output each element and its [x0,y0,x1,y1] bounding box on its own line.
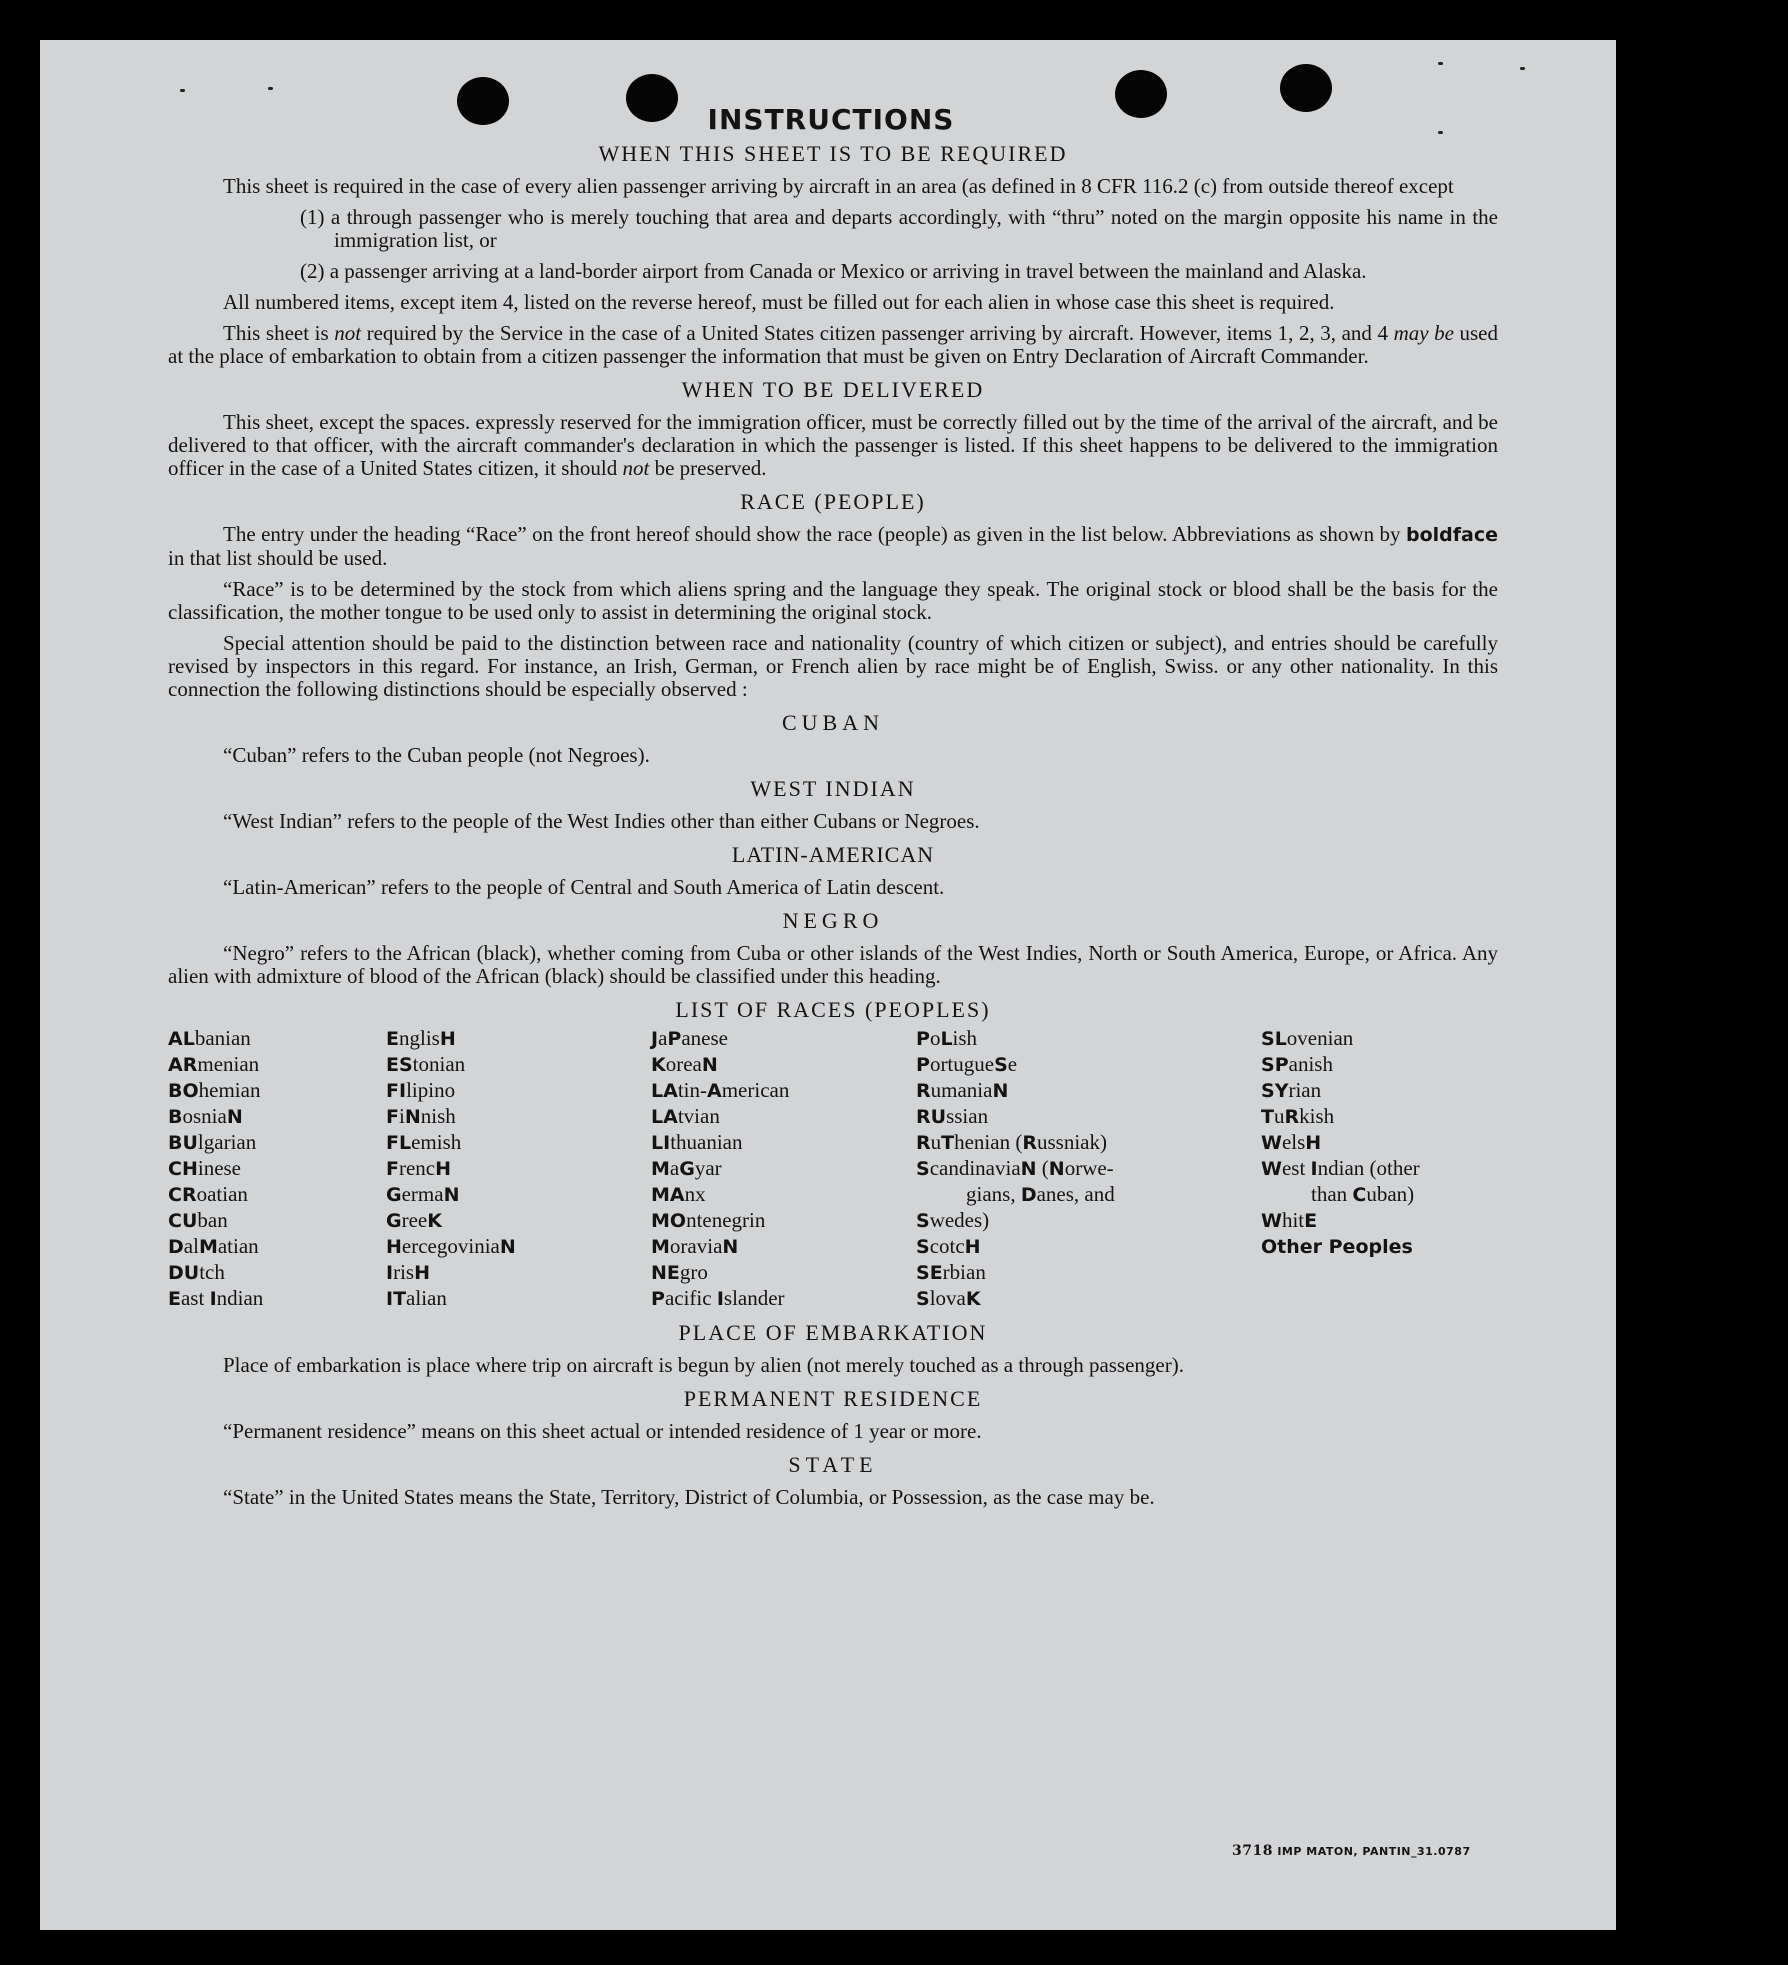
race-entry: SPanish [1261,1052,1333,1076]
race-entry: JaPanese [651,1026,728,1050]
race-entry: GreeK [386,1208,442,1232]
race-entry: gians, Danes, and [966,1182,1115,1206]
list-item: (1) a through passenger who is merely touching that area and departs accordingly, with “thru” noted on the margin opposite his name in the immigration list, or [300,205,1498,252]
section-heading: STATE [788,1452,878,1477]
definition: “West Indian” refers to the people of the West Indies other than either Cubans or Negroes. [223,809,980,833]
race-entry: SLovenian [1261,1026,1354,1050]
document-sheet [40,40,1616,1930]
race-entry: BOhemian [168,1078,261,1102]
race-entry: BUlgarian [168,1130,257,1154]
definition: “State” in the United States means the State, Territory, District of Columbia, or Possession, as the case may be. [223,1485,1155,1509]
races-column [1261,1025,1498,1311]
section-heading: NEGRO [782,908,884,933]
race-entry: WelsH [1261,1130,1322,1154]
race-entry: ALbanian [168,1026,251,1050]
paragraph: This sheet is required in the case of every alien passenger arriving by aircraft in an area (as defined in 8 CFR 116.2 (c) from outside thereof except [223,174,1454,198]
section-heading: LATIN-AMERICAN [731,842,935,867]
races-column [651,1025,916,1311]
paragraph: This sheet is not required by the Service in the case of a United States citizen passenger arriving by aircraft. However, items 1, 2, 3, and 4 may be used at the place of embarkation to obtain from a citizen passenger the information that must be given on Entry Declaration of Aircraft Commander. [168,321,1498,368]
paragraph: “Race” is to be determined by the stock from which aliens spring and the language they speak. The original stock or blood shall be the basis for the classification, the mother tongue to be used only to assist in determining the original stock. [168,577,1498,624]
list-item: (2) a passenger arriving at a land-border airport from Canada or Mexico or arriving in travel between the mainland and Alaska. [300,259,1367,283]
races-column [168,1025,386,1311]
race-entry: MoraviaN [651,1234,739,1258]
race-entry: West Indian (other [1261,1156,1420,1180]
race-entry: BosniaN [168,1104,243,1128]
races-column [386,1025,651,1311]
definition: “Negro” refers to the African (black), whether coming from Cuba or other islands of the West Indies, North or South America, Europe, or Africa. Any alien with admixture of blood of the African (black) should be classified under this heading. [168,941,1498,988]
section-heading: WHEN THIS SHEET IS TO BE REQUIRED [598,141,1068,166]
race-entry: CRoatian [168,1182,248,1206]
race-entry: SErbian [916,1260,986,1284]
race-entry: GermaN [386,1182,460,1206]
race-entry: PoLish [916,1026,978,1050]
races-table [168,1025,1498,1311]
definition: “Permanent residence” means on this sheet actual or intended residence of 1 year or more. [223,1419,982,1443]
race-entry: Pacific Islander [651,1286,785,1310]
race-entry: MOntenegrin [651,1208,766,1232]
paragraph: Special attention should be paid to the distinction between race and nationality (country of which citizen or subject), and entries should be carefully revised by inspectors in this regard. For instance, an Irish, German, or French alien by race might be of English, Swiss. or any other nationality. In this connection the following distinctions should be especially observed : [168,631,1498,701]
race-entry: FrencH [386,1156,452,1180]
section-heading: PERMANENT RESIDENCE [683,1386,983,1411]
race-entry: SYrian [1261,1078,1322,1102]
race-entry: PortugueSe [916,1052,1018,1076]
race-entry: NEgro [651,1260,708,1284]
race-entry: MaGyar [651,1156,722,1180]
section-heading: WHEN TO BE DELIVERED [681,377,985,402]
printer-imprint: 3718 IMP MATON, PANTIN_31.0787 [1232,1843,1471,1859]
race-entry: ScotcH [916,1234,981,1258]
race-entry: than Cuban) [1311,1182,1415,1206]
race-entry: DUtch [168,1260,225,1284]
race-entry: EnglisH [386,1026,456,1050]
race-entry: East Indian [168,1286,264,1310]
race-entry: RumaniaN [916,1078,1009,1102]
race-entry: LAtvian [651,1104,720,1128]
section-heading: LIST OF RACES (PEOPLES) [675,997,991,1022]
race-entry: CUban [168,1208,228,1232]
race-entry: HercegoviniaN [386,1234,516,1258]
race-entry: ARmenian [168,1052,260,1076]
race-entry: ScandinaviaN (Norwe- [916,1156,1114,1180]
section-heading: PLACE OF EMBARKATION [678,1320,988,1345]
instructions-content [168,98,1498,1517]
page-title: INSTRUCTIONS [707,103,955,136]
definition: “Latin-American” refers to the people of Central and South America of Latin descent. [223,875,945,899]
definition: Place of embarkation is place where trip on aircraft is begun by alien (not merely touched as a through passenger). [223,1353,1184,1377]
dust-speck [180,89,185,92]
paragraph: The entry under the heading “Race” on the front hereof should show the race (people) as given in the list below. Abbreviations as shown by boldface in that list should be used. [168,522,1498,570]
race-entry: CHinese [168,1156,242,1180]
race-entry: ITalian [386,1286,447,1310]
race-entry: Swedes) [916,1208,990,1232]
section-heading: WEST INDIAN [750,776,916,801]
definition: “Cuban” refers to the Cuban people (not Negroes). [223,743,650,767]
race-entry: MAnx [651,1182,706,1206]
section-heading: RACE (PEOPLE) [740,489,926,514]
section-heading: CUBAN [781,710,884,735]
race-entry: FIlipino [386,1078,456,1102]
race-entry: TuRkish [1261,1104,1335,1128]
race-entry: IrisH [386,1260,430,1284]
races-column [916,1025,1261,1311]
race-entry: FLemish [386,1130,462,1154]
race-entry: LAtin-American [651,1078,790,1102]
race-entry: RuThenian (Russniak) [916,1130,1107,1154]
race-entry: DalMatian [168,1234,259,1258]
race-entry: RUssian [916,1104,989,1128]
race-entry: Other Peoples [1261,1236,1413,1258]
paragraph: All numbered items, except item 4, listed on the reverse hereof, must be filled out for each alien in whose case this sheet is required. [223,290,1335,314]
dust-speck [1520,67,1525,70]
race-entry: EStonian [386,1052,466,1076]
paragraph: This sheet, except the spaces. expressly reserved for the immigration officer, must be correctly filled out by the time of the arrival of the aircraft, and be delivered to that officer, with the aircraft commander's declaration in which the passenger is listed. If this sheet happens to be delivered to the immigration officer in the case of a United States citizen, it should not be preserved. [168,410,1498,480]
race-entry: WhitE [1261,1208,1318,1232]
race-entry: SlovaK [916,1286,981,1310]
race-entry: KoreaN [651,1052,718,1076]
dust-speck [268,87,273,90]
race-entry: LIthuanian [651,1130,743,1154]
dust-speck [1438,62,1443,65]
race-entry: FiNnish [386,1104,456,1128]
